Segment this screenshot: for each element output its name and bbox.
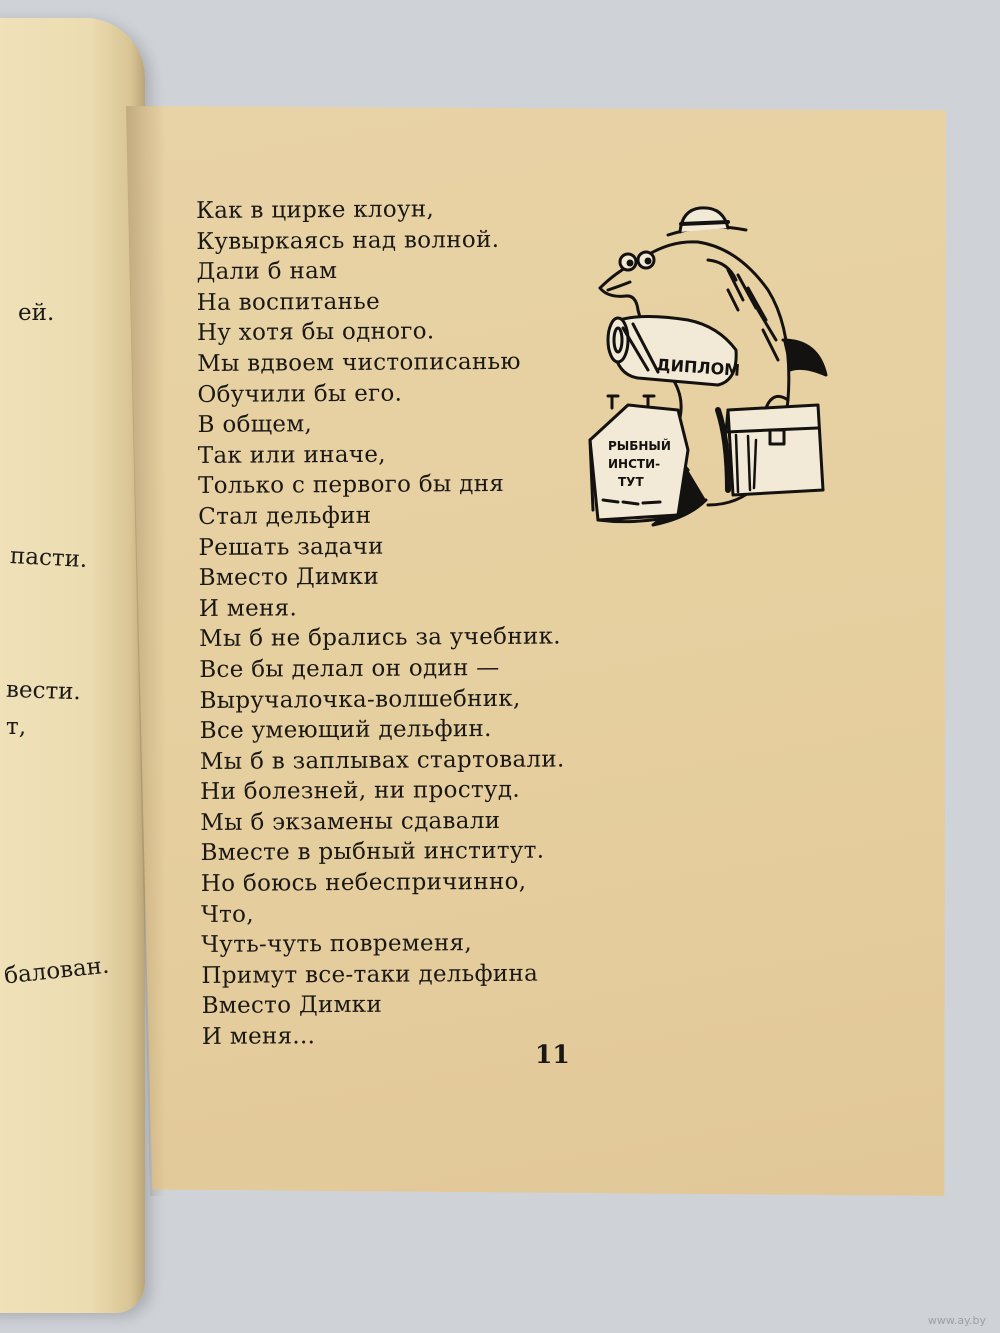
poem-line: Чуть-чуть повременя, (201, 930, 473, 959)
poem-line: Как в цирке клоун, (196, 196, 435, 224)
building-label-1: РЫБНЫЙ (608, 439, 671, 453)
poem-line: Решать задачи (198, 533, 384, 561)
left-fragment-3: вести. (5, 676, 82, 706)
poem-line: Что, (200, 901, 254, 928)
diploma-scroll (608, 316, 741, 385)
poem-line: Ну хотя бы одного. (196, 318, 435, 347)
institute-building (590, 396, 688, 522)
poem-line: И меня. (198, 595, 298, 622)
poem-line: Так или иначе, (197, 441, 386, 469)
poem-line: Все бы делал он один — (199, 654, 500, 683)
poem-line: Вместе в рыбный институт. (200, 838, 545, 867)
poem-line: Мы вдвоем чистописанью (197, 348, 521, 377)
building-label-3: ТУТ (618, 475, 644, 489)
left-fragment-5: балован. (2, 952, 111, 990)
poem-line: Мы б не брались за учебник. (199, 623, 561, 653)
left-fragment-1: ей. (18, 300, 55, 326)
poem-line: Вместо Димки (198, 563, 380, 592)
poem-line: Примут все-таки дельфина (201, 960, 539, 989)
poem-line: Дали б нам (196, 258, 338, 286)
poem-line: Стал дельфин (198, 502, 372, 530)
poem-line: И меня... (201, 1023, 316, 1051)
poem-line: Мы б в заплывах стартовали. (199, 746, 565, 775)
poem-line: Вместо Димки (201, 992, 383, 1020)
scroll-label: ДИПЛОМ (655, 355, 741, 380)
poem-line: Но боюсь небеспричинно, (200, 868, 527, 898)
building-label-2: ИНСТИ- (608, 457, 661, 471)
poem-line: Ни болезней, ни простуд. (200, 777, 520, 806)
poem-line: В общем, (197, 411, 313, 439)
poem-line: Все умеющий дельфин. (199, 716, 492, 745)
poem-line: Только с первого бы дня (197, 471, 505, 500)
hat-icon (668, 208, 746, 235)
page-number: 11 (535, 1040, 570, 1069)
briefcase-icon (718, 396, 823, 495)
poem-line: Мы б экзамены сдавали (200, 807, 501, 836)
left-fragment-4: т, (6, 714, 27, 740)
poem-line: Кувыркаясь над волной. (196, 226, 500, 255)
left-page (0, 18, 145, 1313)
poem-line: На воспитанье (196, 288, 381, 316)
poem-line: Выручалочка-волшебник, (199, 685, 521, 714)
poem-line: Обучили бы его. (197, 380, 403, 408)
left-fragment-2: пасти. (9, 542, 88, 574)
dolphin-illustration (578, 200, 840, 535)
watermark: www.ay.by (927, 1314, 986, 1327)
